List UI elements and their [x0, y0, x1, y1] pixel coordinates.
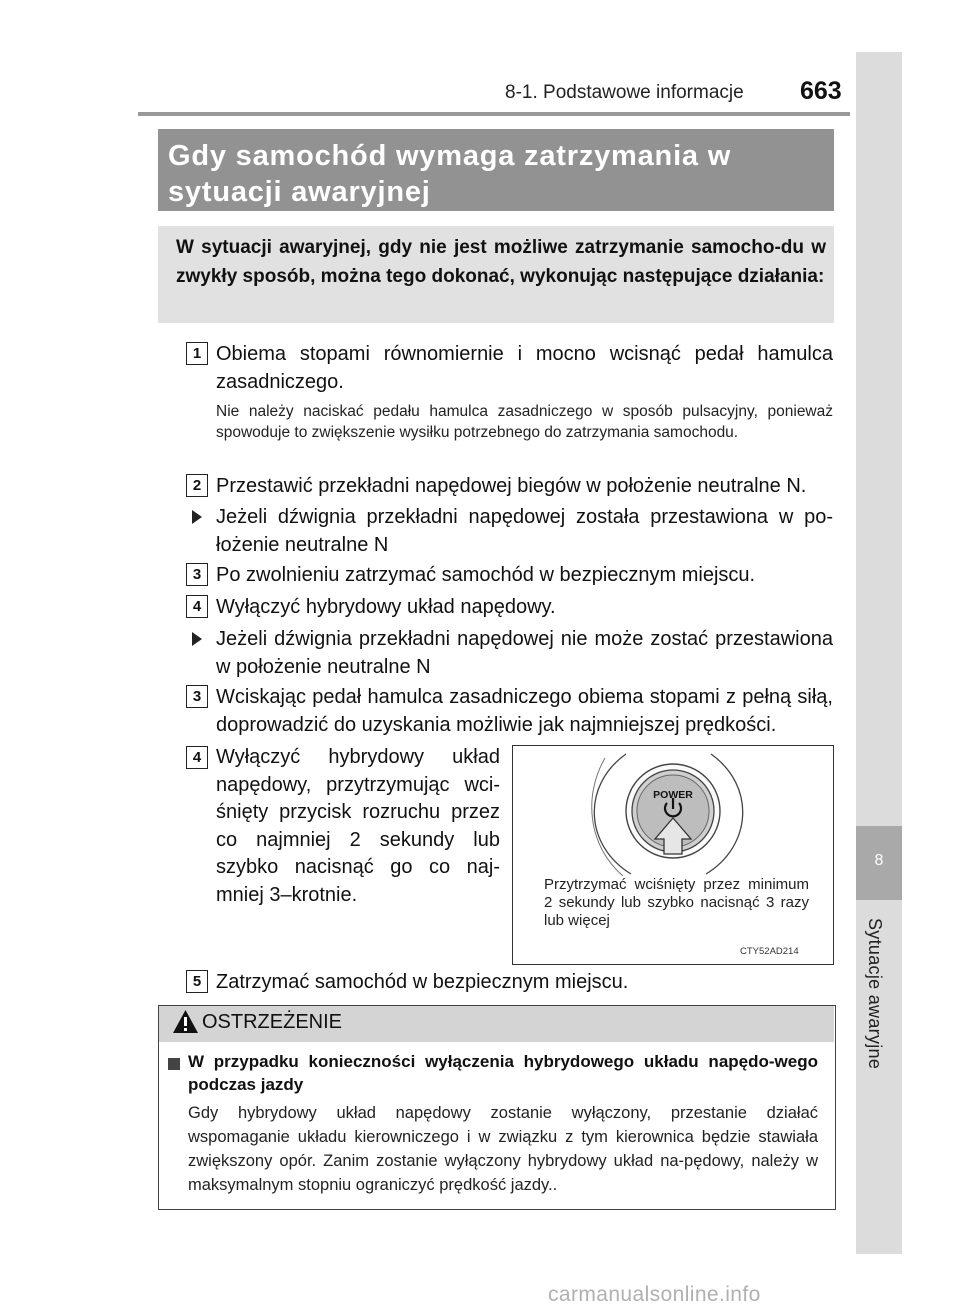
step-number: 3: [186, 685, 208, 708]
side-tab-label: Sytuacje awaryjne: [865, 918, 885, 1070]
condition-text: Jeżeli dźwignia przekładni napędowej nie może zostać przestawiona w położenie neutralne N: [216, 628, 833, 678]
square-bullet-icon: [168, 1058, 180, 1070]
step-text: Wciskając pedał hamulca zasadniczego obiema stopami z pełną siłą, doprowadzić do uzyskania możliwie jak najmniejszej prędkości.: [216, 686, 833, 736]
triangle-bullet-icon: [192, 510, 202, 524]
step-number: 3: [186, 563, 208, 586]
step-text: Wyłączyć hybrydowy układ napędowy.: [216, 596, 556, 618]
intro-text: W sytuacji awaryjnej, gdy nie jest możliwe zatrzymanie samocho-du w zwykły sposób, można tego dokonać, wykonując następujące działania:: [176, 237, 826, 287]
warning-icon: [172, 1009, 199, 1034]
illustration-code: CTY52AD214: [740, 946, 799, 957]
side-tab-strip: [856, 52, 902, 1254]
warning-subtitle: W przypadku konieczności wyłączenia hybrydowego układu napędo-wego podczas jazdy: [188, 1052, 818, 1094]
warning-body: Gdy hybrydowy układ napędowy zostanie wyłączony, przestanie działać wspomaganie układu kierowniczego i w związku z tym kierownica będzie stawiała zwiększony opór. Zanim zostanie wyłączony hybrydowy układ na-pędowy, należy w maksymalnym stopniu ograniczyć prędkość jazdy..: [188, 1104, 818, 1194]
section-title: Gdy samochód wymaga zatrzymania w sytuacji awaryjnej: [168, 140, 732, 208]
press-arc-left-outer: [592, 758, 623, 876]
side-tab-number: 8: [874, 852, 884, 869]
warning-title: OSTRZEŻENIE: [202, 1011, 343, 1033]
step-note: Nie należy naciskać pedału hamulca zasadniczego w sposób pulsacyjny, ponieważ spowoduje to zwiększenie wysiłku potrzebnego do zatrzymania samochodu.: [216, 403, 833, 441]
illustration-caption: Przytrzymać wciśnięty przez minimum 2 sekundy lub szybko nacisnąć 3 razy lub więcej: [544, 876, 809, 929]
running-header-section: 8-1. Podstawowe informacje: [505, 82, 744, 103]
step-number: 1: [186, 342, 208, 365]
watermark: carmanualsonline.info: [548, 1283, 761, 1306]
step-text: Obiema stopami równomiernie i mocno wcisnąć pedał hamulca zasadniczego.: [216, 343, 833, 393]
triangle-bullet-icon: [192, 632, 202, 646]
header-rule: [138, 112, 850, 116]
power-button-illustration: [513, 746, 831, 876]
power-button-label: POWER: [653, 789, 693, 801]
page-number: 663: [800, 77, 842, 105]
step-text: Po zwolnieniu zatrzymać samochód w bezpiecznym miejscu.: [216, 564, 756, 586]
step-number: 2: [186, 474, 208, 497]
step-text: Wyłączyć hybrydowy układ napędowy, przytrzymując wci-śnięty przycisk rozruchu przez co najmniej 2 sekundy lub szybko nacisnąć go co naj-mniej 3–krotnie.: [216, 746, 500, 906]
step-number: 4: [186, 746, 208, 769]
step-number: 5: [186, 970, 208, 993]
step-text: Przestawić przekładni napędowej biegów w położenie neutralne N.: [216, 475, 807, 497]
step-number: 4: [186, 595, 208, 618]
condition-text: Jeżeli dźwignia przekładni napędowej została przestawiona w po-łożenie neutralne N: [216, 506, 833, 556]
step-text: Zatrzymać samochód w bezpiecznym miejscu.: [216, 971, 629, 993]
